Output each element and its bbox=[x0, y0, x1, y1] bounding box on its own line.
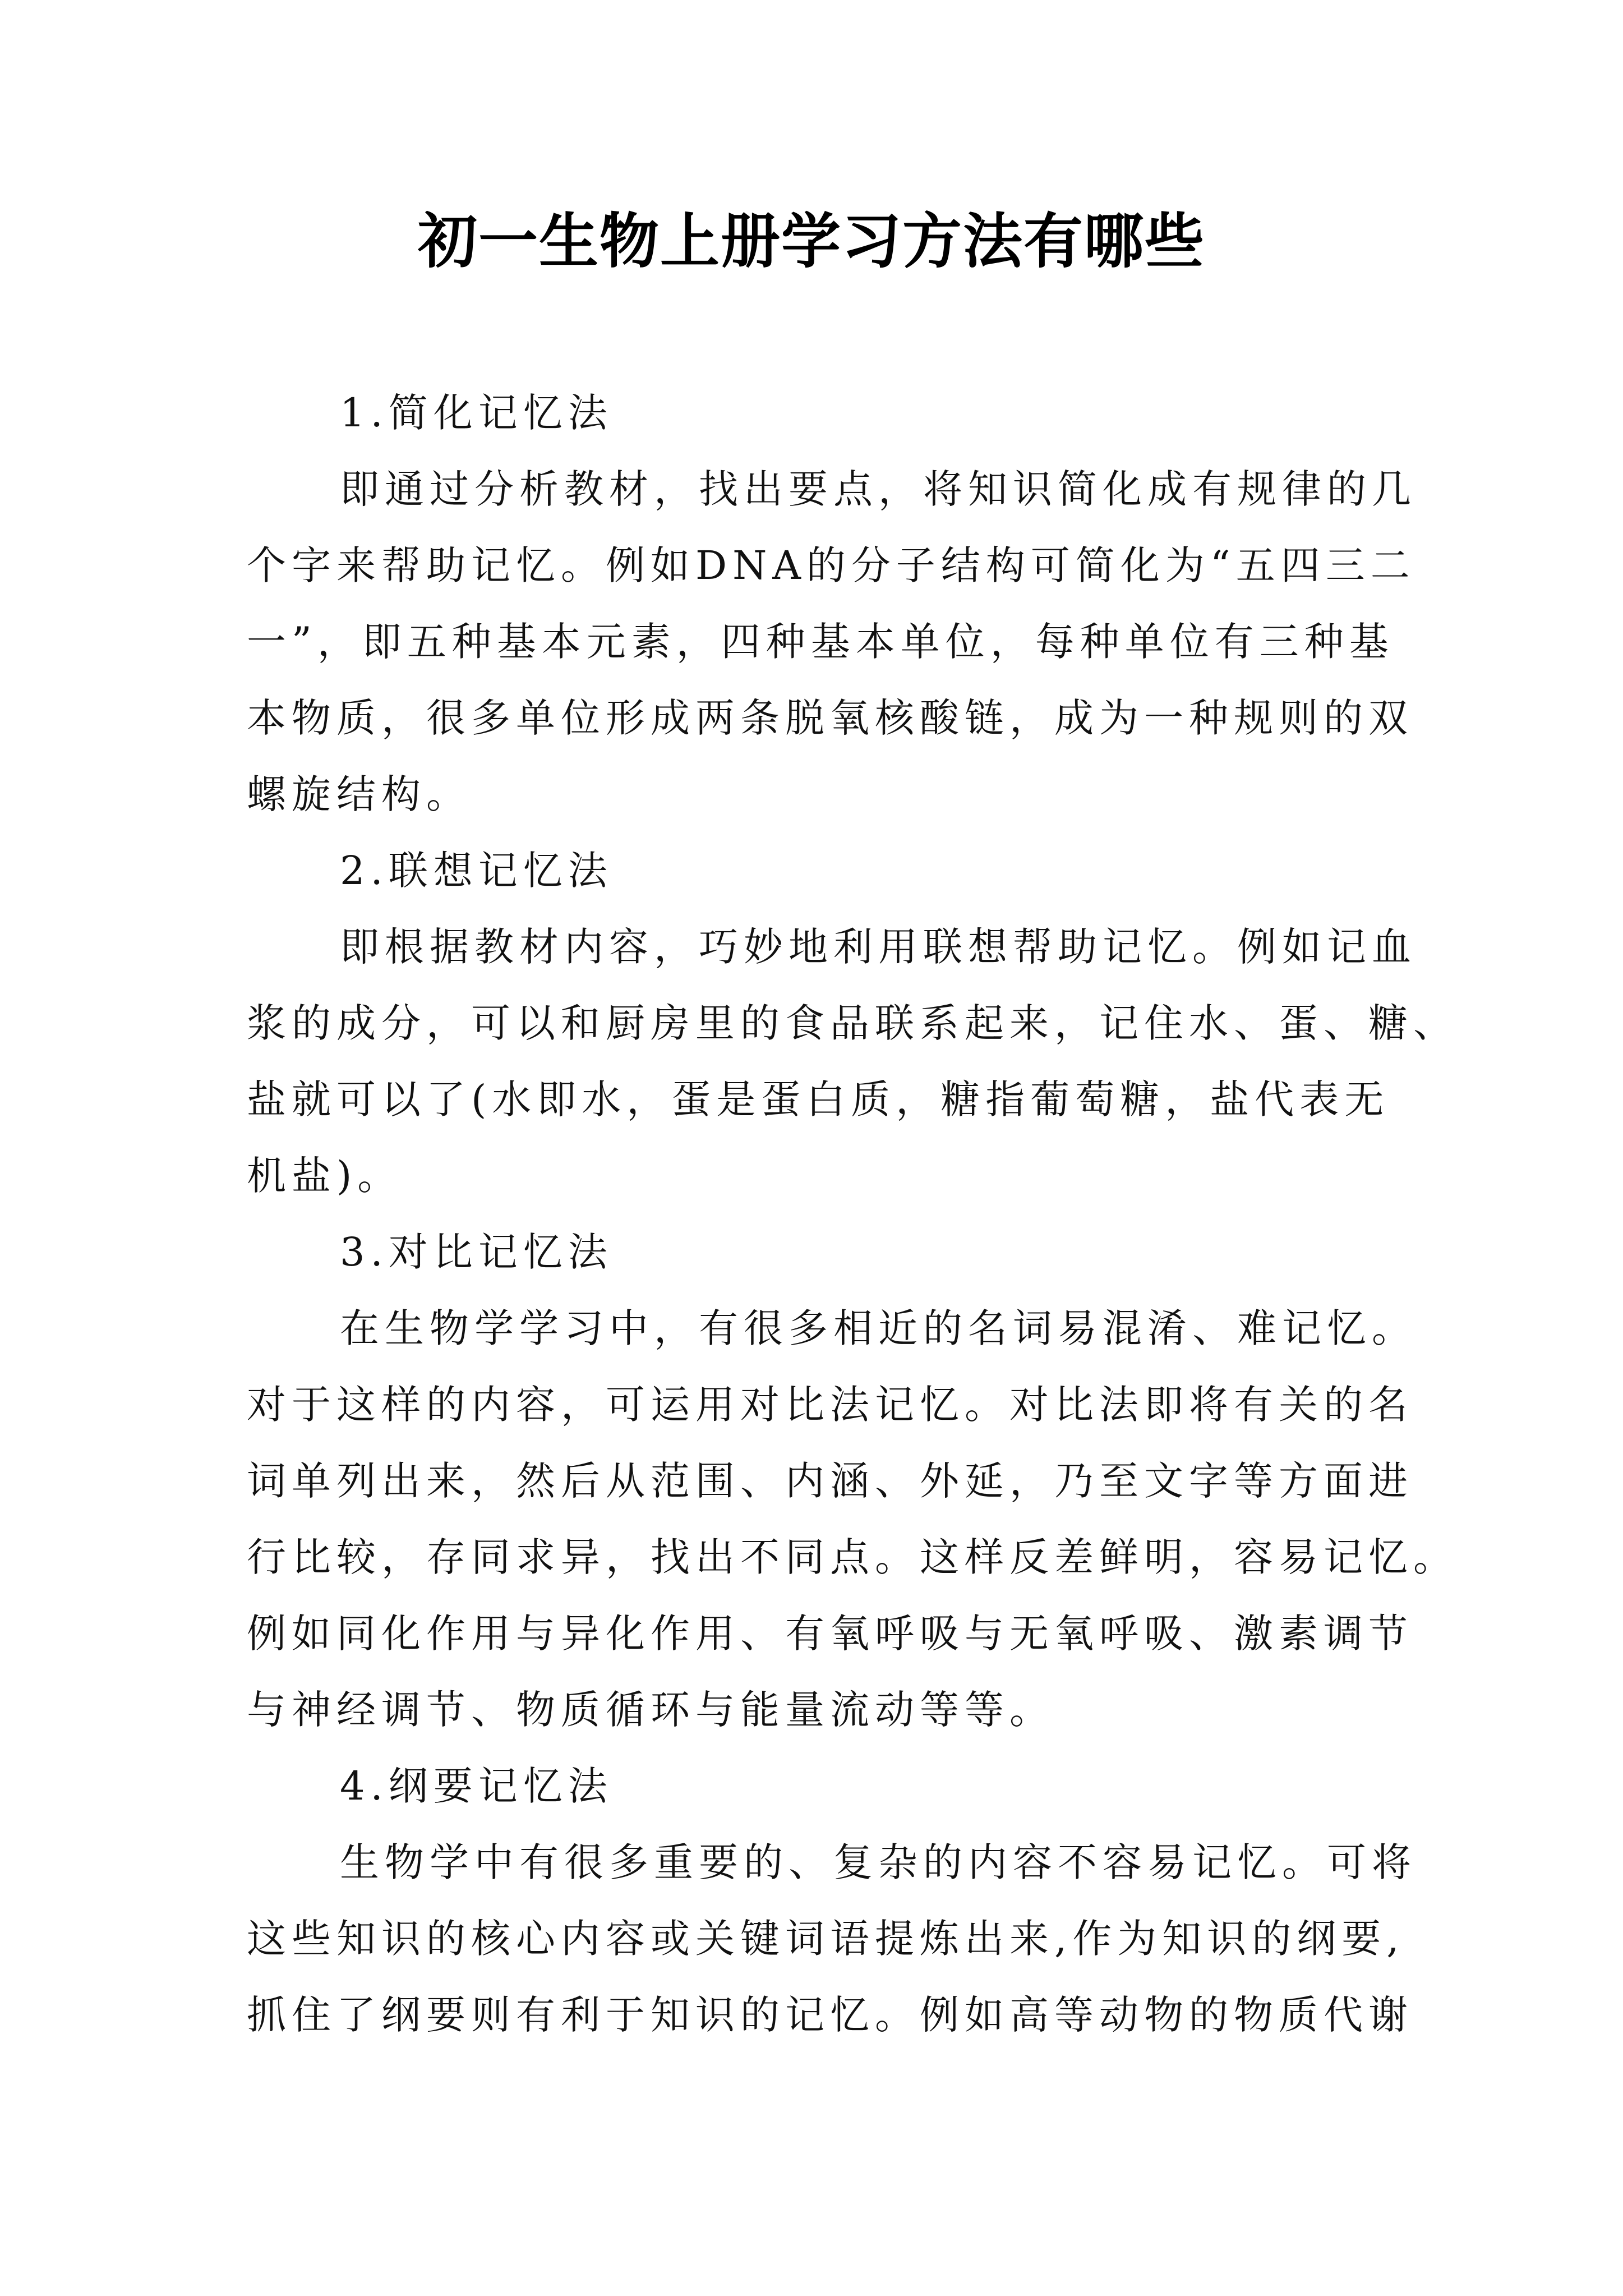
paragraph-line: 词单列出来，然后从范围、内涵、外延，乃至文字等方面进 bbox=[247, 1458, 1413, 1504]
section-heading-simplify: 1.简化记忆法 bbox=[340, 390, 613, 436]
paragraph-line: 盐就可以了(水即水，蛋是蛋白质，糖指葡萄糖，盐代表无 bbox=[247, 1076, 1390, 1122]
section-heading-comparison: 3.对比记忆法 bbox=[340, 1229, 613, 1275]
section-heading-association: 2.联想记忆法 bbox=[340, 848, 613, 894]
paragraph-line: 即根据教材内容，巧妙地利用联想帮助记忆。例如记血 bbox=[340, 924, 1417, 970]
paragraph-line: 螺旋结构。 bbox=[247, 771, 471, 817]
paragraph-line: 抓住了纲要则有利于知识的记忆。例如高等动物的物质代谢 bbox=[247, 1992, 1413, 2038]
document-title: 初一生物上册学习方法有哪些 bbox=[418, 206, 1205, 276]
document-body bbox=[247, 375, 1458, 2053]
paragraph-line: 与神经调节、物质循环与能量流动等等。 bbox=[247, 1687, 1054, 1733]
paragraph-line: 这些知识的核心内容或关键词语提炼出来,作为知识的纲要, bbox=[247, 1916, 1405, 1962]
paragraph-line: 在生物学学习中，有很多相近的名词易混淆、难记忆。 bbox=[340, 1305, 1417, 1351]
paragraph-line: 一”，即五种基本元素，四种基本单位，每种单位有三种基 bbox=[247, 619, 1394, 665]
paragraph-line: 个字来帮助记忆。例如DNA的分子结构可简化为“五四三二 bbox=[247, 542, 1415, 588]
paragraph-line: 本物质，很多单位形成两条脱氧核酸链，成为一种规则的双 bbox=[247, 695, 1413, 741]
paragraph-line: 即通过分析教材，找出要点，将知识简化成有规律的几 bbox=[340, 466, 1417, 512]
paragraph-line: 例如同化作用与异化作用、有氧呼吸与无氧呼吸、激素调节 bbox=[247, 1611, 1413, 1657]
paragraph-line: 机盐)。 bbox=[247, 1153, 403, 1199]
paragraph-line: 浆的成分，可以和厨房里的食品联系起来，记住水、蛋、糖、 bbox=[247, 1000, 1458, 1046]
paragraph-line: 对于这样的内容，可运用对比法记忆。对比法即将有关的名 bbox=[247, 1382, 1413, 1428]
paragraph-line: 行比较，存同求异，找出不同点。这样反差鲜明，容易记忆。 bbox=[247, 1534, 1458, 1580]
section-heading-outline: 4.纲要记忆法 bbox=[340, 1763, 613, 1809]
paragraph-line: 生物学中有很多重要的、复杂的内容不容易记忆。可将 bbox=[340, 1839, 1417, 1885]
